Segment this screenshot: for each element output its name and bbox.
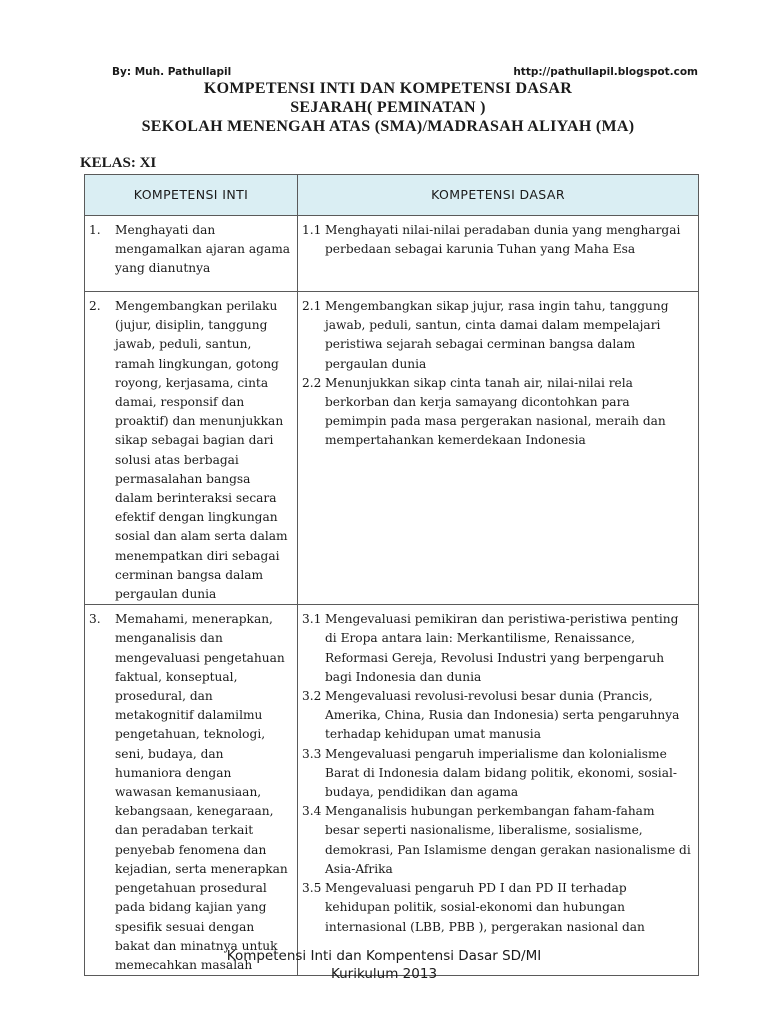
kd-item [298, 221, 692, 259]
kd-text: Menganalisis hubungan perkembangan faham-faham besar seperti nasionalisme, liberalisme, sosialisme, demokrasi, Pan Islamisme dengan gerakan nasionalisme di Asia-Afrika [325, 804, 691, 876]
kd-number: 1.1 [302, 223, 322, 237]
kd-item [298, 745, 692, 803]
kd-text: Mengembangkan sikap jujur, rasa ingin tahu, tanggung jawab, peduli, santun, cinta damai dalam mempelajari peristiwa sejarah sebagai cerminan bangsa dalam pergaulan dunia [325, 299, 669, 371]
table-header-row [85, 175, 699, 216]
kelas-label: KELAS: XI [80, 155, 157, 171]
kd-number: 3.1 [302, 612, 322, 627]
kd-cell [298, 292, 699, 605]
kd-number: 3.2 [302, 689, 322, 704]
kd-item [298, 374, 692, 451]
ki-number: 3. [89, 612, 101, 627]
header-kompetensi-inti: KOMPETENSI INTI [85, 175, 298, 216]
ki-text: Memahami, menerapkan, menganalisis dan mengevaluasi pengetahuan faktual, konseptual, prosedural, dan metakognitif dalamilmu pengetahuan, teknologi, seni, budaya, dan humaniora dengan wawasan kemanusiaan, kebangsaan, kenegaraan, dan peradaban terkait penyebab fenomena dan kejadian, serta menerapkan pengetahuan prosedural pada bidang kajian yang spesifik sesuai dengan bakat dan minatnya untuk memecahkan masalah [115, 612, 288, 972]
kd-text: Mengevaluasi pengaruh imperialisme dan kolonialisme Barat di Indonesia dalam bidang politik, ekonomi, sosial-budaya, pendidikan dan agama [325, 746, 677, 800]
document-title-line3: SEKOLAH MENENGAH ATAS (SMA)/MADRASAH ALIYAH (MA) [141, 118, 635, 135]
kd-text: Mengevaluasi pengaruh PD I dan PD II terhadap kehidupan politik, sosial-ekonomi dan hubungan internasional (LBB, PBB ), pergerakan nasional dan [325, 881, 645, 934]
kd-item [298, 879, 692, 937]
kd-number: 3.4 [302, 804, 322, 819]
kd-item [298, 687, 692, 745]
table-row [85, 605, 699, 976]
blog-url-text: http://pathullapil.blogspot.com [513, 66, 698, 78]
kd-number: 2.2 [302, 375, 322, 390]
ki-number: 2. [89, 299, 101, 313]
kd-item [298, 297, 692, 374]
ki-text: Menghayati dan mengamalkan ajaran agama yang dianutnya [115, 223, 291, 276]
document-title-line1: KOMPETENSI INTI DAN KOMPETENSI DASAR [203, 80, 573, 97]
document-title-line2: SEJARAH( PEMINATAN ) [290, 99, 486, 116]
table-row [85, 292, 699, 605]
kd-number: 3.5 [302, 881, 322, 896]
ki-cell [85, 216, 298, 292]
footer-line1: Kompetensi Inti dan Kompentensi Dasar SD/MI [226, 948, 542, 964]
kd-text: Mengevaluasi pemikiran dan peristiwa-peristiwa penting di Eropa antara lain: Merkantilisme, Renaissance, Reformasi Gereja, Revolusi Industri yang berpengaruh bagi Indonesia dan dunia [325, 612, 679, 684]
kd-text: Menghayati nilai-nilai peradaban dunia yang menghargai perbedaan sebagai karunia Tuhan yang Maha Esa [325, 223, 681, 257]
ki-number: 1. [89, 223, 101, 237]
competency-table [84, 174, 699, 976]
kd-text: Mengevaluasi revolusi-revolusi besar dunia (Prancis, Amerika, China, Rusia dan Indonesia) serta pengaruhnya terhadap kehidupan umat manusia [325, 689, 680, 742]
kd-item [298, 610, 692, 687]
kd-text: Menunjukkan sikap cinta tanah air, nilai-nilai rela berkorban dan kerja samayang dicontohkan para pemimpin pada masa pergerakan nasional, meraih dan mempertahankan kemerdekaan Indonesia [325, 375, 666, 448]
kd-item [298, 802, 692, 879]
kd-number: 2.1 [302, 299, 322, 313]
ki-text: Mengembangkan perilaku (jujur, disiplin, tanggung jawab, peduli, santun, ramah lingkungan, gotong royong, kerjasama, cinta damai, responsif dan proaktif) dan menunjukkan sikap sebagai bagian dari solusi atas berbagai permasalahan bangsa dalam berinteraksi secara efektif dengan lingkungan sosial dan alam serta dalam menempatkan diri sebagai cerminan bangsa dalam pergaulan dunia [115, 299, 288, 602]
ki-cell [85, 292, 298, 605]
page-footer [0, 947, 768, 983]
footer-line2: Kurikulum 2013 [330, 966, 438, 982]
kd-number: 3.3 [302, 746, 322, 761]
header-kompetensi-dasar: KOMPETENSI DASAR [298, 175, 699, 216]
kd-cell [298, 216, 699, 292]
table-row [85, 216, 699, 292]
author-text: By: Muh. Pathullapil [112, 66, 232, 78]
ki-cell [85, 605, 298, 976]
kd-cell [298, 605, 699, 976]
